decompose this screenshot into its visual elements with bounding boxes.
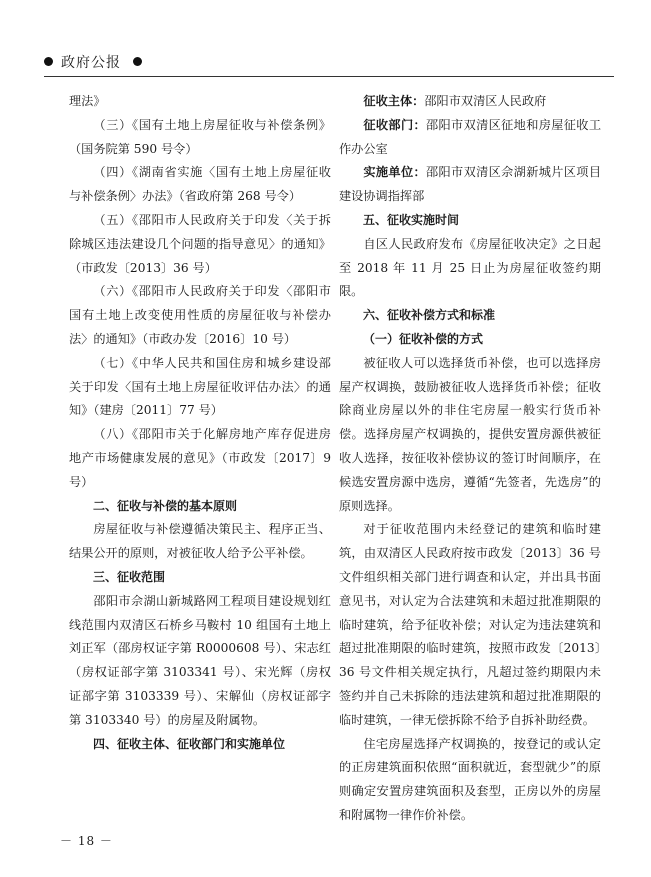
paragraph: （八）《邵阳市关于化解房地产库存促进房地产市场健康发展的意见》（市政发〔2017〕9 号） (69, 427, 331, 489)
paragraph: 邵阳市佘湖山新城路网工程项目建设规划红线范围内双清区石桥乡马鞍村 10 组国有土地上刘正军（邵房权证字第 R0000608 号）、宋志红（房权证部字第 3103341 号）、宋光辉（房权证部字第 3103339 号）、宋解仙（房权证部字第 3103340 号）的房屋及附属物。 (69, 593, 331, 727)
section-heading: 四、征收主体、征收部门和实施单位 (93, 736, 286, 751)
field-value: 邵阳市双清区人民政府 (424, 94, 547, 108)
labeled-paragraph (339, 161, 601, 209)
paragraph: （六）《邵阳市人民政府关于印发〈邵阳市国有土地上改变使用性质的房屋征收与补偿办法〉的通知》（市政办发〔2016〕10 号） (69, 284, 331, 346)
paragraph: 住宅房屋选择产权调换的，按登记的或认定的正房建筑面积依照“面积就近，套型就少”的原则确定安置房建筑面积及套型，正房以外的房屋和附属物一律作价补偿。 (339, 736, 601, 822)
paragraph: （五）《邵阳市人民政府关于印发〈关于拆除城区违法建设几个问题的指导意见〉的通知》（市政发〔2013〕36 号） (69, 212, 331, 275)
paragraph: （七）《中华人民共和国住房和城乡建设部关于印发〈国有土地上房屋征收评估办法〉的通知》（建房〔2011〕77 号） (69, 355, 331, 418)
right-column (339, 90, 601, 828)
field-value: 邵阳市双清区佘湖新城片区项目建设协调指挥部 (339, 165, 602, 204)
section-heading: 五、征收实施时间 (363, 212, 460, 227)
page-number: － 18 － (60, 834, 113, 848)
bullet-icon (44, 57, 53, 66)
paragraph: 被征收人可以选择货币补偿，也可以选择房屋产权调换，鼓励被征收人选择货币补偿；征收除商业房屋以外的非住宅房屋一般实行货币补偿。选择房屋产权调换的，提供安置房源供被征收人选择，按征收补偿协议的签订时间顺序，在候选安置房源中选房，遵循“先签者，先选房”的原则选择。 (339, 355, 601, 513)
labeled-paragraph (339, 90, 601, 114)
field-label: 实施单位： (363, 165, 427, 180)
field-label: 征收主体： (363, 94, 425, 108)
section-heading: 三、征收范围 (93, 569, 166, 584)
field-value: 邵阳市双清区征地和房屋征收工作办公室 (339, 117, 602, 156)
labeled-paragraph (339, 114, 601, 162)
paragraph: （三）《国有土地上房屋征收与补偿条例》（国务院第 590 号令） (69, 117, 331, 156)
left-column (69, 90, 331, 756)
section-heading: 二、征收与补偿的基本原则 (93, 498, 238, 513)
header-title: 政府公报 (61, 55, 121, 71)
subsection-heading: （一）征收补偿的方式 (363, 331, 484, 346)
page-header (44, 49, 614, 75)
field-label: 征收部门： (363, 117, 427, 132)
paragraph: 理法》 (69, 94, 106, 108)
section-heading: 六、征收补偿方式和标准 (363, 308, 496, 323)
bullet-icon (133, 57, 142, 66)
paragraph: 自区人民政府发布《房屋征收决定》之日起至 2018 年 11 月 25 日止为房屋征收签约期限。 (339, 236, 601, 299)
paragraph: 对于征收范围内未经登记的建筑和临时建筑，由双清区人民政府按市政发〔2013〕36 号文件组织相关部门进行调查和认定，并出具书面意见书，对认定为合法建筑和未超过批准期限的临时建筑，给予征收补偿；对认定为违法建筑和超过批准期限的临时建筑，按照市政发〔2013〕36 号文件相关规定执行，凡超过签约期限内未签约并自己未拆除的违法建筑和超过批准期限的临时建筑，一律无偿拆除不给予自拆补助经费。 (339, 522, 601, 727)
header-rule (44, 76, 614, 77)
paragraph: （四）《湖南省实施〈国有土地上房屋征收与补偿条例〉办法》（省政府第 268 号令） (69, 165, 331, 204)
paragraph: 房屋征收与补偿遵循决策民主、程序正当、结果公开的原则，对被征收人给予公平补偿。 (69, 522, 331, 561)
